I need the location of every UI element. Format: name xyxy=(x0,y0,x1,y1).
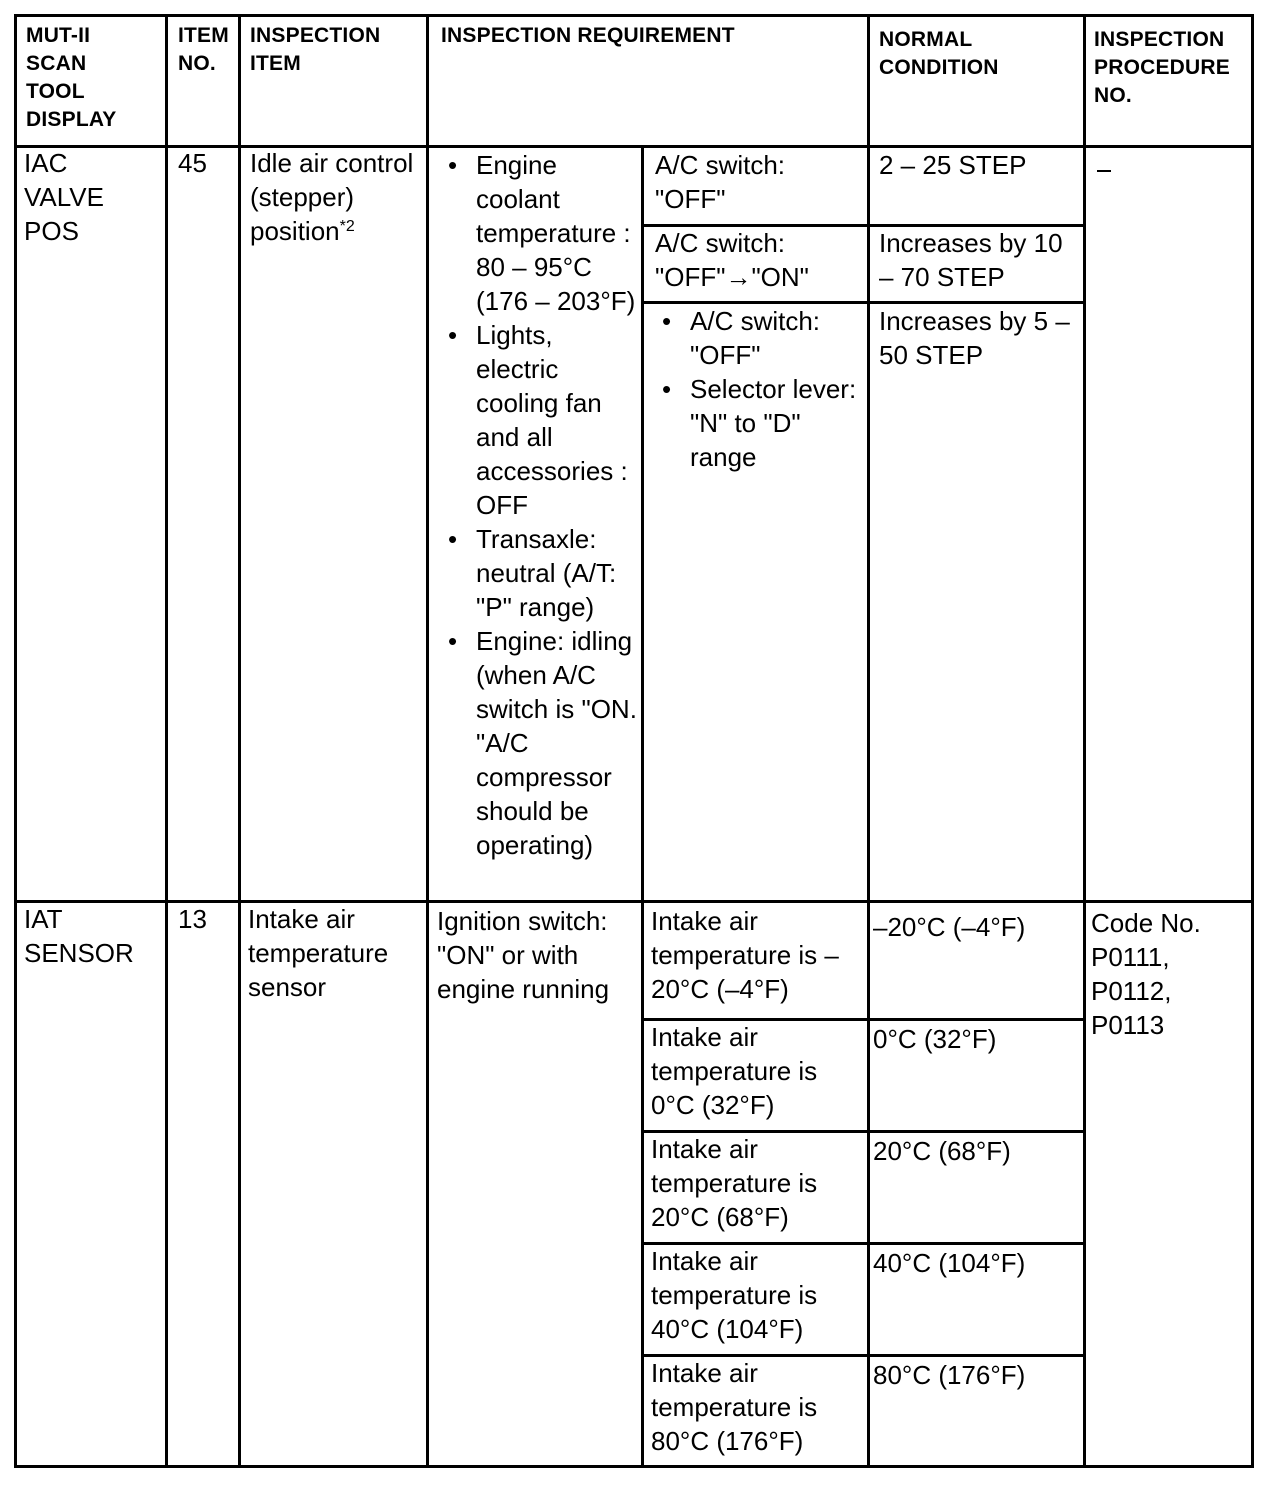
row2-cond3-requirement: Intake air temperature is 20°C (68°F) xyxy=(651,1134,818,1232)
row1-cond1-requirement: A/C switch: "OFF" xyxy=(655,150,786,214)
row1-display: IAC VALVE POS xyxy=(24,148,104,246)
row1-requirement-general xyxy=(446,148,641,862)
row2-cond5-normal: 80°C (176°F) xyxy=(873,1360,1026,1390)
row2-cond4-requirement: Intake air temperature is 40°C (104°F) xyxy=(651,1246,818,1344)
list-item: • Engine: idling (when A/C switch is "ON. "A/C compressor should be operating) xyxy=(446,624,641,862)
row2-cond2-normal: 0°C (32°F) xyxy=(873,1024,997,1054)
row2-inspection-item: Intake air temperature sensor xyxy=(248,904,389,1002)
list-item: • Engine coolant temperature : 80 – 95°C (176 – 203°F) xyxy=(446,148,641,318)
row2-cond3-normal: 20°C (68°F) xyxy=(873,1136,1011,1166)
header-inspection-requirement: INSPECTION REQUIREMENT xyxy=(441,24,735,47)
list-item: • Transaxle: neutral (A/T: "P" range) xyxy=(446,522,641,624)
list-item: • Lights, electric cooling fan and all accessories : OFF xyxy=(446,318,641,522)
row2-cond5-requirement: Intake air temperature is 80°C (176°F) xyxy=(651,1358,818,1456)
row1-inspection-item: Idle air control (stepper) position$^{*2}$ xyxy=(250,148,414,246)
list-item: • Selector lever: "N" to "D" range xyxy=(660,372,865,474)
row2-requirement-general: Ignition switch: "ON" or with engine running xyxy=(437,906,610,1004)
row1-cond3-normal: Increases by 5 – 50 STEP xyxy=(879,306,1070,370)
row2-cond2-requirement: Intake air temperature is 0°C (32°F) xyxy=(651,1022,818,1120)
header-display: MUT-II SCAN TOOL DISPLAY xyxy=(26,24,117,131)
list-item: • A/C switch: "OFF" xyxy=(660,304,865,372)
header-item-no: ITEM NO. xyxy=(178,24,229,75)
header-procedure-no: INSPECTION PROCEDURE NO. xyxy=(1094,28,1230,107)
row1-cond2-requirement: A/C switch: "OFF"→"ON" xyxy=(655,228,809,292)
row2-cond4-normal: 40°C (104°F) xyxy=(873,1248,1026,1278)
row1-cond3-requirement xyxy=(660,304,865,474)
row2-item-no: 13 xyxy=(178,904,207,934)
row1-cond1-normal: 2 – 25 STEP xyxy=(879,150,1027,180)
header-inspection-item: INSPECTION ITEM xyxy=(250,24,381,75)
row1-item-note: *2 xyxy=(339,218,355,235)
row2-procedure: Code No. P0111, P0112, P0113 xyxy=(1091,908,1201,1040)
row1-item-no: 45 xyxy=(178,148,207,178)
row2-cond1-requirement: Intake air temperature is –20°C (–4°F) xyxy=(651,906,839,1004)
header-normal-condition: NORMAL CONDITION xyxy=(879,28,999,79)
row1-cond2-normal: Increases by 10 – 70 STEP xyxy=(879,228,1063,292)
row2-cond1-normal: –20°C (–4°F) xyxy=(873,912,1026,942)
row2-display: IAT SENSOR xyxy=(24,904,134,968)
row1-procedure xyxy=(1097,148,1247,182)
